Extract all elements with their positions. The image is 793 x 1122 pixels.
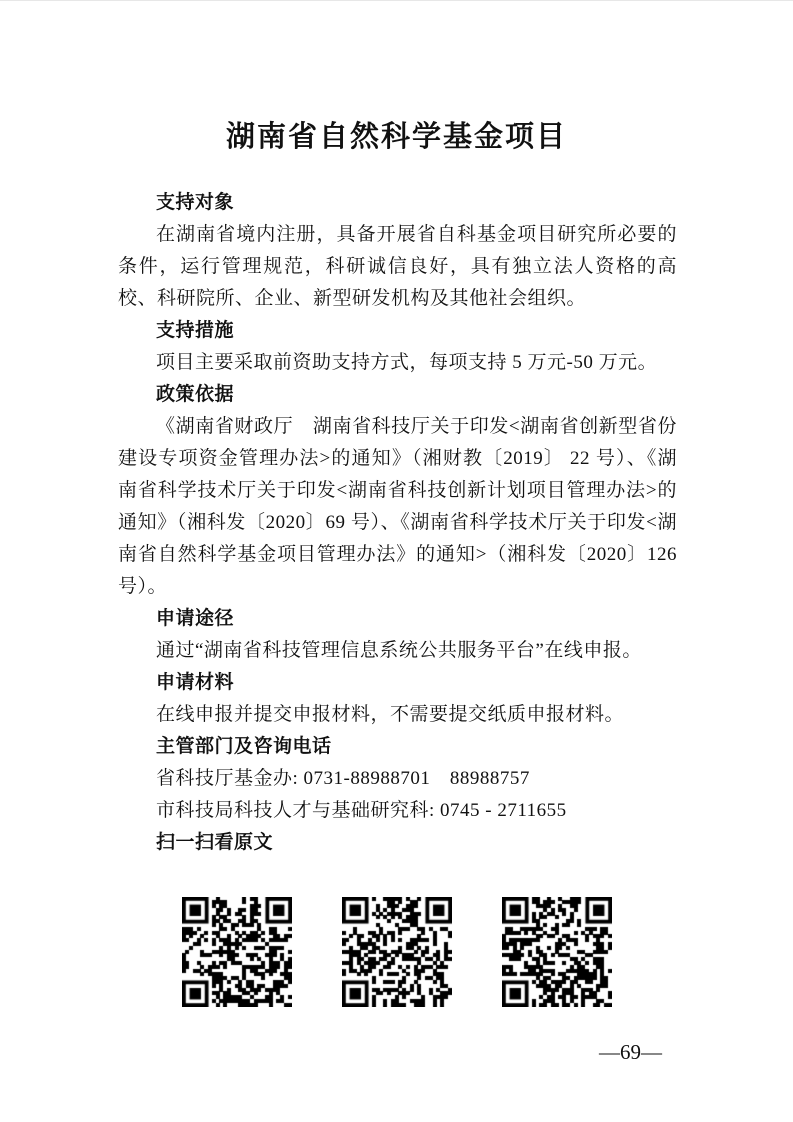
section-body-application-channel — [118, 635, 677, 667]
paragraph: 在线申报并提交申报材料，不需要提交纸质申报材料。 — [156, 704, 625, 726]
contact-phone-line-city: 市科技局科技人才与基础研究科: 0745 - 2711655 — [156, 800, 567, 822]
qr-code-row — [182, 897, 677, 1007]
document-body — [118, 187, 677, 1007]
section-heading-support-measures: 支持措施 — [156, 320, 235, 342]
paragraph: 项目主要采取前资助支持方式，每项支持 5 万元-50 万元。 — [156, 352, 658, 374]
section-heading-application-materials: 申请材料 — [156, 672, 235, 694]
section-body-application-materials — [118, 699, 677, 731]
paragraph: 在湖南省境内注册，具备开展省自科基金项目研究所必要的条件，运行管理规范，科研诚信良好，具有独立法人资格的高校、科研院所、企业、新型研发机构及其他社会组织。 — [118, 224, 677, 310]
page-number: —69— — [599, 1040, 662, 1064]
section-body-support-measures — [118, 347, 677, 379]
paragraph: 通过“湖南省科技管理信息系统公共服务平台”在线申报。 — [156, 640, 642, 662]
section-body-support-target — [118, 219, 677, 315]
page-top-edge — [0, 0, 793, 1]
page-title: 湖南省自然科学基金项目 — [225, 121, 567, 154]
qr-code-1 — [182, 897, 292, 1007]
section-heading-support-target: 支持对象 — [156, 192, 235, 214]
contact-phone-line-province: 省科技厅基金办: 0731-88988701 88988757 — [156, 768, 530, 790]
section-heading-contact: 主管部门及咨询电话 — [156, 736, 332, 758]
section-heading-policy-basis: 政策依据 — [156, 384, 235, 406]
section-heading-scan-original: 扫一扫看原文 — [156, 832, 274, 854]
qr-code-2 — [342, 897, 452, 1007]
section-body-policy-basis — [118, 411, 677, 603]
section-body-contact — [118, 763, 677, 827]
paragraph: 《湖南省财政厅 湖南省科技厅关于印发<湖南省创新型省份建设专项资金管理办法>的通知》（湘财教〔2019〕 22 号）、《湖南省科学技术厅关于印发<湖南省科技创新计划项目管理办法>的通知》（湘科发〔2020〕69 号）、《湖南省科学技术厅关于印发<湖南省自然科学基金项目管理办法》的通知>（湘科发〔2020〕126 号）。 — [118, 416, 677, 598]
section-heading-application-channel: 申请途径 — [156, 608, 235, 630]
qr-code-3 — [502, 897, 612, 1007]
